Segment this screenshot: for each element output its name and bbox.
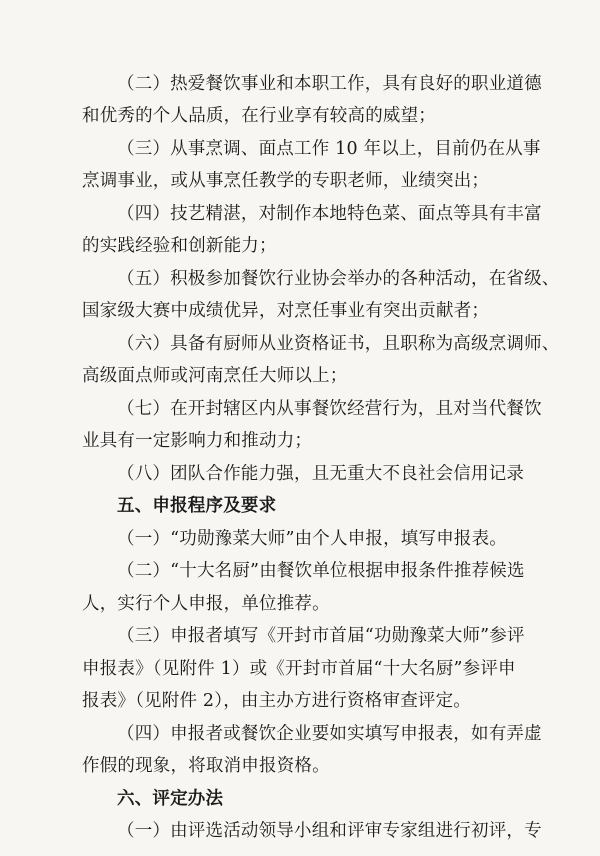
text-line: （八）团队合作能力强，且无重大不良社会信用记录 [117,464,525,484]
text-line: （四）申报者或餐饮企业要如实填写申报表，如有弄虚 [117,724,542,744]
text-line: 业具有一定影响力和推动力； [82,431,313,451]
text-line: （三）从事烹调、面点工作 10 年以上，目前仍在从事 [117,139,541,159]
text-line: 申报表》（见附件 1）或《开封市首届“十大名厨”参评申 [82,659,516,679]
text-line: 人，实行个人申报，单位推荐。 [82,594,330,614]
text-line: （一）由评选活动领导小组和评审专家组进行初评，专 [117,821,542,841]
text-line: 报表》（见附件 2），由主办方进行资格审查评定。 [82,691,471,711]
text-line: （三）申报者填写《开封市首届“功勋豫菜大师”参评 [117,626,525,646]
section-heading: 五、申报程序及要求 [117,496,277,516]
text-line: 高级面点师或河南烹任大师以上； [82,366,348,386]
text-line: （七）在开封辖区内从事餐饮经营行为，且对当代餐饮 [117,399,542,419]
text-line: 的实践经验和创新能力； [82,236,277,256]
section-heading: 六、评定办法 [117,789,224,809]
text-line: （五）积极参加餐饮行业协会举办的各种活动，在省级、 [117,269,560,289]
text-line: 烹调事业，或从事烹任教学的专职老师，业绩突出； [82,171,490,191]
text-line: 国家级大赛中成绩优异，对烹任事业有突出贡献者； [82,301,490,321]
text-line: 作假的现象，将取消申报资格。 [82,756,330,776]
text-line: 和优秀的个人品质，在行业享有较高的威望； [82,106,436,126]
text-line: （六）具备有厨师从业资格证书，且职称为高级烹调师、 [117,334,560,354]
text-line: （四）技艺精湛，对制作本地特色菜、面点等具有丰富 [117,204,542,224]
text-line: （二）“十大名厨”由餐饮单位根据申报条件推荐候选 [117,561,525,581]
text-line: （二）热爱餐饮事业和本职工作，具有良好的职业道德 [117,74,542,94]
text-line: （一）“功勋豫菜大师”由个人申报，填写申报表。 [117,529,507,549]
